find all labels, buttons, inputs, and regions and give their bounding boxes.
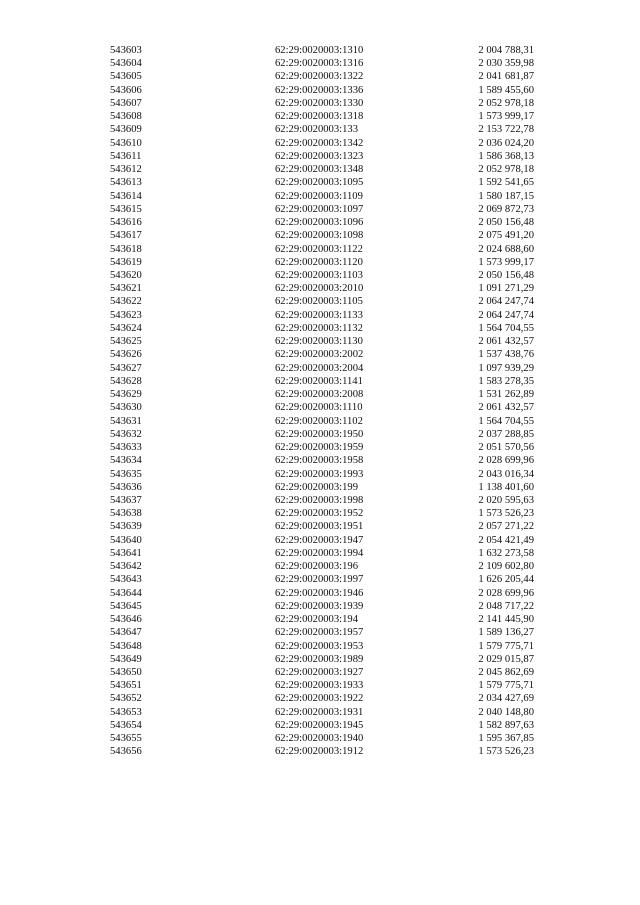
value-cell: 1 580 187,15 <box>478 190 534 202</box>
value-cell: 1 589 136,27 <box>478 627 534 639</box>
value-cell: 2 040 148,80 <box>478 706 534 718</box>
cadastral-number-cell: 62:29:0020003:1336 <box>275 84 364 96</box>
row-number-cell: 543627 <box>110 362 142 374</box>
cadastral-number-cell: 62:29:0020003:1098 <box>275 230 364 242</box>
value-cell: 1 573 526,23 <box>478 746 534 758</box>
cadastral-number-cell: 62:29:0020003:1931 <box>275 706 364 718</box>
table-row <box>110 666 534 679</box>
row-number-cell: 543616 <box>110 217 142 229</box>
cadastral-number-cell: 62:29:0020003:1912 <box>275 746 364 758</box>
table-row <box>110 295 534 308</box>
value-cell: 1 579 775,71 <box>478 640 534 652</box>
cadastral-number-cell: 62:29:0020003:1130 <box>275 336 363 348</box>
cadastral-number-cell: 62:29:0020003:1097 <box>275 203 364 215</box>
row-number-cell: 543605 <box>110 71 142 83</box>
cadastral-number-cell: 62:29:0020003:1103 <box>275 269 363 281</box>
row-number-cell: 543629 <box>110 389 142 401</box>
cadastral-number-cell: 62:29:0020003:1096 <box>275 217 364 229</box>
cadastral-number-cell: 62:29:0020003:1959 <box>275 442 364 454</box>
row-number-cell: 543604 <box>110 58 142 70</box>
value-cell: 2 036 024,20 <box>478 137 534 149</box>
row-number-cell: 543621 <box>110 283 142 295</box>
table-row <box>110 441 534 454</box>
table-row <box>110 243 534 256</box>
table-row <box>110 203 534 216</box>
value-cell: 1 097 939,29 <box>478 362 534 374</box>
value-cell: 1 583 278,35 <box>478 375 534 387</box>
value-cell: 2 153 722,78 <box>478 124 534 136</box>
value-cell: 1 573 999,17 <box>478 111 534 123</box>
cadastral-number-cell: 62:29:0020003:1994 <box>275 547 364 559</box>
row-number-cell: 543637 <box>110 494 142 506</box>
cadastral-number-cell: 62:29:0020003:2004 <box>275 362 364 374</box>
table-row <box>110 626 534 639</box>
row-number-cell: 543649 <box>110 653 142 665</box>
row-number-cell: 543626 <box>110 349 142 361</box>
table-row <box>110 97 534 110</box>
table-row <box>110 335 534 348</box>
cadastral-number-cell: 62:29:0020003:1095 <box>275 177 364 189</box>
cadastral-number-cell: 62:29:0020003:2008 <box>275 389 364 401</box>
row-number-cell: 543622 <box>110 296 142 308</box>
table-row <box>110 587 534 600</box>
cadastral-number-cell: 62:29:0020003:1946 <box>275 587 364 599</box>
cadastral-number-cell: 62:29:0020003:1110 <box>275 402 363 414</box>
table-row <box>110 216 534 229</box>
value-cell: 2 064 247,74 <box>478 309 534 321</box>
cadastral-number-cell: 62:29:0020003:1105 <box>275 296 363 308</box>
table-row <box>110 269 534 282</box>
row-number-cell: 543620 <box>110 269 142 281</box>
cadastral-number-cell: 62:29:0020003:1109 <box>275 190 363 202</box>
value-cell: 2 075 491,20 <box>478 230 534 242</box>
cadastral-number-cell: 62:29:0020003:1323 <box>275 150 364 162</box>
cadastral-number-cell: 62:29:0020003:1120 <box>275 256 363 268</box>
value-cell: 2 057 271,22 <box>478 521 534 533</box>
cadastral-number-cell: 62:29:0020003:1945 <box>275 719 364 731</box>
row-number-cell: 543614 <box>110 190 142 202</box>
value-cell: 1 564 704,55 <box>478 415 534 427</box>
table-row <box>110 719 534 732</box>
value-cell: 1 626 205,44 <box>478 574 534 586</box>
value-cell: 1 579 775,71 <box>478 680 534 692</box>
value-cell: 1 589 455,60 <box>478 84 534 96</box>
table-row <box>110 706 534 719</box>
table-row <box>110 190 534 203</box>
cadastral-number-cell: 62:29:0020003:1989 <box>275 653 364 665</box>
table-row <box>110 534 534 547</box>
cadastral-number-cell: 62:29:0020003:1132 <box>275 322 363 334</box>
value-cell: 2 029 015,87 <box>478 653 534 665</box>
cadastral-number-cell: 62:29:0020003:1310 <box>275 45 364 56</box>
cadastral-number-cell: 62:29:0020003:1122 <box>275 243 363 255</box>
table-row <box>110 388 534 401</box>
value-cell: 2 050 156,48 <box>478 217 534 229</box>
value-cell: 2 061 432,57 <box>478 402 534 414</box>
cadastral-number-cell: 62:29:0020003:1953 <box>275 640 364 652</box>
value-cell: 2 030 359,98 <box>478 58 534 70</box>
value-cell: 2 051 570,56 <box>478 442 534 454</box>
table-row <box>110 745 534 758</box>
row-number-cell: 543636 <box>110 481 142 493</box>
table-row <box>110 520 534 533</box>
row-number-cell: 543633 <box>110 442 142 454</box>
row-number-cell: 543625 <box>110 336 142 348</box>
row-number-cell: 543635 <box>110 468 142 480</box>
row-number-cell: 543646 <box>110 614 142 626</box>
value-cell: 1 586 368,13 <box>478 150 534 162</box>
row-number-cell: 543650 <box>110 667 142 679</box>
table-row <box>110 348 534 361</box>
table-row <box>110 229 534 242</box>
value-cell: 2 048 717,22 <box>478 600 534 612</box>
table-row <box>110 640 534 653</box>
value-cell: 1 592 541,65 <box>478 177 534 189</box>
table-row <box>110 547 534 560</box>
cadastral-number-cell: 62:29:0020003:1951 <box>275 521 364 533</box>
row-number-cell: 543645 <box>110 600 142 612</box>
row-number-cell: 543609 <box>110 124 142 136</box>
table-row <box>110 322 534 335</box>
table-row <box>110 732 534 745</box>
row-number-cell: 543628 <box>110 375 142 387</box>
row-number-cell: 543603 <box>110 45 142 56</box>
value-cell: 2 041 681,87 <box>478 71 534 83</box>
row-number-cell: 543623 <box>110 309 142 321</box>
value-cell: 2 141 445,90 <box>478 614 534 626</box>
value-cell: 2 043 016,34 <box>478 468 534 480</box>
row-number-cell: 543655 <box>110 733 142 745</box>
cadastral-number-cell: 62:29:0020003:194 <box>275 614 358 626</box>
table-row <box>110 415 534 428</box>
value-cell: 2 052 978,18 <box>478 97 534 109</box>
cadastral-number-cell: 62:29:0020003:1318 <box>275 111 364 123</box>
cadastral-number-cell: 62:29:0020003:1933 <box>275 680 364 692</box>
row-number-cell: 543651 <box>110 680 142 692</box>
cadastral-number-cell: 62:29:0020003:1997 <box>275 574 364 586</box>
table-row <box>110 428 534 441</box>
value-cell: 2 020 595,63 <box>478 494 534 506</box>
cadastral-number-cell: 62:29:0020003:1348 <box>275 164 364 176</box>
cadastral-number-cell: 62:29:0020003:2002 <box>275 349 364 361</box>
cadastral-number-cell: 62:29:0020003:2010 <box>275 283 364 295</box>
cadastral-number-cell: 62:29:0020003:1927 <box>275 667 364 679</box>
value-cell: 1 573 526,23 <box>478 508 534 520</box>
table-row <box>110 282 534 295</box>
table-row <box>110 309 534 322</box>
value-cell: 2 004 788,31 <box>478 45 534 56</box>
cadastral-number-cell: 62:29:0020003:1133 <box>275 309 363 321</box>
table-row <box>110 613 534 626</box>
cadastral-number-cell: 62:29:0020003:1940 <box>275 733 364 745</box>
value-cell: 1 138 401,60 <box>478 481 534 493</box>
value-cell: 2 054 421,49 <box>478 534 534 546</box>
row-number-cell: 543632 <box>110 428 142 440</box>
value-cell: 1 537 438,76 <box>478 349 534 361</box>
row-number-cell: 543652 <box>110 693 142 705</box>
value-cell: 2 064 247,74 <box>478 296 534 308</box>
value-cell: 2 052 978,18 <box>478 164 534 176</box>
row-number-cell: 543642 <box>110 561 142 573</box>
row-number-cell: 543624 <box>110 322 142 334</box>
row-number-cell: 543606 <box>110 84 142 96</box>
table-row <box>110 362 534 375</box>
row-number-cell: 543634 <box>110 455 142 467</box>
cadastral-number-cell: 62:29:0020003:1316 <box>275 58 364 70</box>
row-number-cell: 543619 <box>110 256 142 268</box>
table-row <box>110 401 534 414</box>
table-row <box>110 692 534 705</box>
table-row <box>110 653 534 666</box>
row-number-cell: 543647 <box>110 627 142 639</box>
value-cell: 1 091 271,29 <box>478 283 534 295</box>
cadastral-number-cell: 62:29:0020003:1141 <box>275 375 363 387</box>
cadastral-number-cell: 62:29:0020003:1922 <box>275 693 364 705</box>
table-row <box>110 70 534 83</box>
row-number-cell: 543638 <box>110 508 142 520</box>
table-row <box>110 481 534 494</box>
table-row <box>110 256 534 269</box>
cadastral-number-cell: 62:29:0020003:133 <box>275 124 358 136</box>
cadastral-number-cell: 62:29:0020003:1952 <box>275 508 364 520</box>
cadastral-number-cell: 62:29:0020003:1957 <box>275 627 364 639</box>
row-number-cell: 543631 <box>110 415 142 427</box>
value-cell: 2 069 872,73 <box>478 203 534 215</box>
data-table <box>110 44 534 759</box>
cadastral-number-cell: 62:29:0020003:1947 <box>275 534 364 546</box>
cadastral-number-cell: 62:29:0020003:196 <box>275 561 358 573</box>
value-cell: 2 050 156,48 <box>478 269 534 281</box>
value-cell: 2 028 699,96 <box>478 455 534 467</box>
value-cell: 2 045 862,69 <box>478 667 534 679</box>
cadastral-number-cell: 62:29:0020003:1342 <box>275 137 364 149</box>
value-cell: 2 024 688,60 <box>478 243 534 255</box>
table-row <box>110 123 534 136</box>
value-cell: 1 632 273,58 <box>478 547 534 559</box>
row-number-cell: 543617 <box>110 230 142 242</box>
table-row <box>110 375 534 388</box>
row-number-cell: 543607 <box>110 97 142 109</box>
row-number-cell: 543613 <box>110 177 142 189</box>
cadastral-number-cell: 62:29:0020003:1322 <box>275 71 364 83</box>
row-number-cell: 543630 <box>110 402 142 414</box>
value-cell: 2 028 699,96 <box>478 587 534 599</box>
table-row <box>110 468 534 481</box>
table-row <box>110 507 534 520</box>
row-number-cell: 543618 <box>110 243 142 255</box>
table-row <box>110 84 534 97</box>
value-cell: 1 531 262,89 <box>478 389 534 401</box>
table-row <box>110 573 534 586</box>
row-number-cell: 543644 <box>110 587 142 599</box>
value-cell: 1 595 367,85 <box>478 733 534 745</box>
table-row <box>110 560 534 573</box>
row-number-cell: 543643 <box>110 574 142 586</box>
table-row <box>110 600 534 613</box>
value-cell: 1 582 897,63 <box>478 719 534 731</box>
table-row <box>110 176 534 189</box>
value-cell: 2 037 288,85 <box>478 428 534 440</box>
table-row <box>110 44 534 57</box>
cadastral-number-cell: 62:29:0020003:1998 <box>275 494 364 506</box>
cadastral-number-cell: 62:29:0020003:199 <box>275 481 358 493</box>
row-number-cell: 543654 <box>110 719 142 731</box>
table-row <box>110 150 534 163</box>
table-row <box>110 494 534 507</box>
row-number-cell: 543648 <box>110 640 142 652</box>
table-row <box>110 454 534 467</box>
table-row <box>110 110 534 123</box>
row-number-cell: 543612 <box>110 164 142 176</box>
row-number-cell: 543653 <box>110 706 142 718</box>
row-number-cell: 543639 <box>110 521 142 533</box>
table-row <box>110 679 534 692</box>
table-row <box>110 137 534 150</box>
cadastral-number-cell: 62:29:0020003:1993 <box>275 468 364 480</box>
row-number-cell: 543640 <box>110 534 142 546</box>
cadastral-number-cell: 62:29:0020003:1958 <box>275 455 364 467</box>
table-row <box>110 57 534 70</box>
row-number-cell: 543615 <box>110 203 142 215</box>
cadastral-number-cell: 62:29:0020003:1939 <box>275 600 364 612</box>
row-number-cell: 543608 <box>110 111 142 123</box>
value-cell: 2 061 432,57 <box>478 336 534 348</box>
row-number-cell: 543610 <box>110 137 142 149</box>
cadastral-number-cell: 62:29:0020003:1330 <box>275 97 364 109</box>
table-row <box>110 163 534 176</box>
cadastral-number-cell: 62:29:0020003:1102 <box>275 415 363 427</box>
value-cell: 2 109 602,80 <box>478 561 534 573</box>
cadastral-number-cell: 62:29:0020003:1950 <box>275 428 364 440</box>
value-cell: 1 564 704,55 <box>478 322 534 334</box>
row-number-cell: 543656 <box>110 746 142 758</box>
value-cell: 1 573 999,17 <box>478 256 534 268</box>
row-number-cell: 543641 <box>110 547 142 559</box>
row-number-cell: 543611 <box>110 150 142 162</box>
value-cell: 2 034 427,69 <box>478 693 534 705</box>
